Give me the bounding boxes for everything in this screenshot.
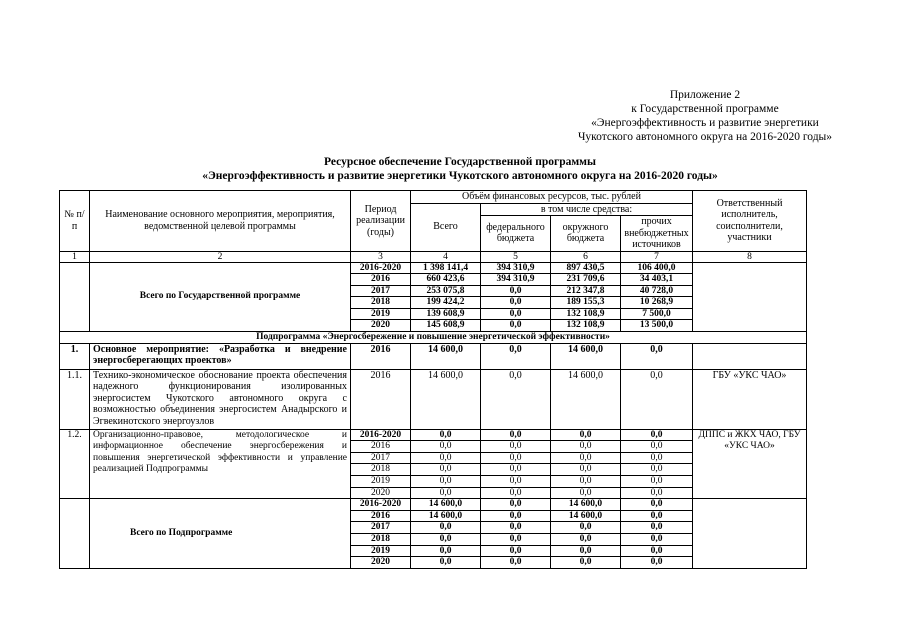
federal-cell: 0,0 (481, 557, 551, 569)
period-cell: 2016-2020 (351, 429, 411, 441)
period-cell: 2019 (351, 545, 411, 557)
column-number-row (60, 251, 807, 262)
other-cell: 10 268,9 (621, 297, 693, 309)
total-cell: 145 608,9 (411, 320, 481, 332)
header-total: Всего (411, 203, 481, 251)
header-including: в том числе средства: (481, 203, 693, 216)
other-cell: 34 403,1 (621, 274, 693, 286)
responsible-cell: ДППС и ЖКХ ЧАО, ГБУ «УКС ЧАО» (693, 429, 807, 499)
empty-cell (60, 262, 90, 332)
period-cell: 2017 (351, 452, 411, 464)
other-cell: 0,0 (621, 464, 693, 476)
district-cell: 0,0 (551, 534, 621, 546)
district-cell: 0,0 (551, 452, 621, 464)
total-cell: 0,0 (411, 545, 481, 557)
district-cell: 897 430,5 (551, 262, 621, 274)
federal-cell: 0,0 (481, 464, 551, 476)
activity-name: Организационно-правовое, методологическое и информационное обеспечение энергосбережения и повышения энергетической эффективности и управление реализацией Подпрограммы (90, 429, 351, 499)
activity-name: Основное мероприятие: «Разработка и внедрение энергосберегающих проектов» (90, 343, 351, 369)
period-cell: 2016-2020 (351, 262, 411, 274)
federal-cell: 0,0 (481, 452, 551, 464)
district-cell: 0,0 (551, 429, 621, 441)
period-cell: 2016 (351, 369, 411, 429)
responsible-cell: ГБУ «УКС ЧАО» (693, 369, 807, 429)
district-cell: 0,0 (551, 557, 621, 569)
total-cell: 0,0 (411, 452, 481, 464)
period-cell: 2019 (351, 476, 411, 488)
federal-cell: 0,0 (481, 343, 551, 369)
total-cell: 253 075,8 (411, 285, 481, 297)
federal-cell: 394 310,9 (481, 262, 551, 274)
total-cell: 0,0 (411, 441, 481, 453)
empty-cell (60, 499, 90, 569)
program-total-label: Всего по Государственной программе (90, 262, 351, 332)
other-cell: 0,0 (621, 476, 693, 488)
federal-cell: 0,0 (481, 476, 551, 488)
federal-cell: 0,0 (481, 297, 551, 309)
appendix-line: «Энергоэффективность и развитие энергетики (591, 117, 819, 129)
total-cell: 0,0 (411, 487, 481, 499)
period-cell: 2017 (351, 285, 411, 297)
other-cell: 0,0 (621, 441, 693, 453)
period-cell: 2016-2020 (351, 499, 411, 511)
header-name: Наименование основного мероприятия, мероприятия, ведомственной целевой программы (90, 191, 351, 252)
other-cell: 0,0 (621, 534, 693, 546)
district-cell: 0,0 (551, 487, 621, 499)
column-number: 4 (411, 251, 481, 262)
period-cell: 2020 (351, 487, 411, 499)
total-cell: 14 600,0 (411, 510, 481, 522)
header-district: окружного бюджета (551, 216, 621, 252)
period-cell: 2016 (351, 343, 411, 369)
district-cell: 14 600,0 (551, 510, 621, 522)
period-cell: 2017 (351, 522, 411, 534)
total-cell: 14 600,0 (411, 343, 481, 369)
column-number: 6 (551, 251, 621, 262)
period-cell: 2018 (351, 534, 411, 546)
period-cell: 2016 (351, 510, 411, 522)
federal-cell: 0,0 (481, 308, 551, 320)
other-cell: 0,0 (621, 557, 693, 569)
activity-row (60, 369, 807, 429)
column-number: 1 (60, 251, 90, 262)
district-cell: 14 600,0 (551, 343, 621, 369)
district-cell: 0,0 (551, 464, 621, 476)
period-cell: 2020 (351, 557, 411, 569)
total-cell: 0,0 (411, 476, 481, 488)
federal-cell: 0,0 (481, 545, 551, 557)
other-cell: 13 500,0 (621, 320, 693, 332)
header-federal: федерального бюджета (481, 216, 551, 252)
total-cell: 0,0 (411, 557, 481, 569)
header-other: прочих внебюджетных источников (621, 216, 693, 252)
federal-cell: 0,0 (481, 499, 551, 511)
other-cell: 0,0 (621, 369, 693, 429)
other-cell: 0,0 (621, 487, 693, 499)
document-title (60, 155, 860, 183)
total-cell: 0,0 (411, 522, 481, 534)
subprogram-title: Подпрограмма «Энергосбережение и повышение энергетической эффективности» (60, 332, 807, 344)
total-cell: 0,0 (411, 534, 481, 546)
column-number: 7 (621, 251, 693, 262)
federal-cell: 0,0 (481, 285, 551, 297)
column-number: 2 (90, 251, 351, 262)
federal-cell: 0,0 (481, 320, 551, 332)
row-num: 1.1. (60, 369, 90, 429)
federal-cell: 0,0 (481, 510, 551, 522)
subprogram-total-row (60, 499, 807, 511)
district-cell: 0,0 (551, 545, 621, 557)
period-cell: 2020 (351, 320, 411, 332)
other-cell: 0,0 (621, 545, 693, 557)
header-responsible: Ответственный исполнитель, соисполнители, участники (693, 191, 807, 252)
other-cell: 0,0 (621, 343, 693, 369)
empty-cell (693, 343, 807, 369)
appendix-line: к Государственной программе (631, 103, 779, 115)
district-cell: 14 600,0 (551, 369, 621, 429)
other-cell: 0,0 (621, 522, 693, 534)
column-number: 3 (351, 251, 411, 262)
header-period: Период реализации (годы) (351, 191, 411, 252)
period-cell: 2016 (351, 441, 411, 453)
period-cell: 2018 (351, 297, 411, 309)
other-cell: 0,0 (621, 429, 693, 441)
district-cell: 189 155,3 (551, 297, 621, 309)
period-cell: 2018 (351, 464, 411, 476)
other-cell: 0,0 (621, 452, 693, 464)
empty-cell (693, 499, 807, 569)
district-cell: 132 108,9 (551, 320, 621, 332)
activity-name: Технико-экономическое обоснование проекта обеспечения надежного функционирования изолированных энергосистем Чукотского автономного округа с возможностью объединения энергосистем Анадырского и Эгвекинотского энергоузлов (90, 369, 351, 429)
appendix-line: Приложение 2 (669, 89, 741, 101)
district-cell: 0,0 (551, 441, 621, 453)
subprogram-heading-row (60, 332, 807, 344)
other-cell: 106 400,0 (621, 262, 693, 274)
total-cell: 199 424,2 (411, 297, 481, 309)
federal-cell: 0,0 (481, 487, 551, 499)
district-cell: 0,0 (551, 522, 621, 534)
column-number: 5 (481, 251, 551, 262)
program-total-row (60, 262, 807, 274)
district-cell: 212 347,8 (551, 285, 621, 297)
other-cell: 7 500,0 (621, 308, 693, 320)
district-cell: 132 108,9 (551, 308, 621, 320)
federal-cell: 0,0 (481, 441, 551, 453)
total-cell: 660 423,6 (411, 274, 481, 286)
district-cell: 0,0 (551, 476, 621, 488)
header-num: № п/п (60, 191, 90, 252)
subprogram-total-label: Всего по Подпрограмме (90, 499, 351, 569)
activity-row (60, 429, 807, 441)
resource-table (59, 190, 807, 569)
column-number: 8 (693, 251, 807, 262)
row-num: 1. (60, 343, 90, 369)
other-cell: 0,0 (621, 510, 693, 522)
federal-cell: 0,0 (481, 369, 551, 429)
total-cell: 1 398 141,4 (411, 262, 481, 274)
period-cell: 2016 (351, 274, 411, 286)
federal-cell: 0,0 (481, 429, 551, 441)
header-volume: Объём финансовых ресурсов, тыс. рублей (411, 191, 693, 204)
row-num: 1.2. (60, 429, 90, 499)
empty-cell (693, 262, 807, 332)
other-cell: 40 728,0 (621, 285, 693, 297)
total-cell: 14 600,0 (411, 369, 481, 429)
district-cell: 14 600,0 (551, 499, 621, 511)
title-line: «Энергоэффективность и развитие энергетики Чукотского автономного округа на 2016-2020 годы» (202, 170, 718, 182)
main-activity-row (60, 343, 807, 369)
other-cell: 0,0 (621, 499, 693, 511)
period-cell: 2019 (351, 308, 411, 320)
total-cell: 139 608,9 (411, 308, 481, 320)
federal-cell: 0,0 (481, 534, 551, 546)
total-cell: 14 600,0 (411, 499, 481, 511)
district-cell: 231 709,6 (551, 274, 621, 286)
federal-cell: 0,0 (481, 522, 551, 534)
total-cell: 0,0 (411, 464, 481, 476)
appendix-line: Чукотского автономного округа на 2016-2020 годы» (577, 131, 833, 143)
total-cell: 0,0 (411, 429, 481, 441)
title-line: Ресурсное обеспечение Государственной программы (324, 156, 596, 168)
federal-cell: 394 310,9 (481, 274, 551, 286)
appendix-header (540, 88, 870, 144)
